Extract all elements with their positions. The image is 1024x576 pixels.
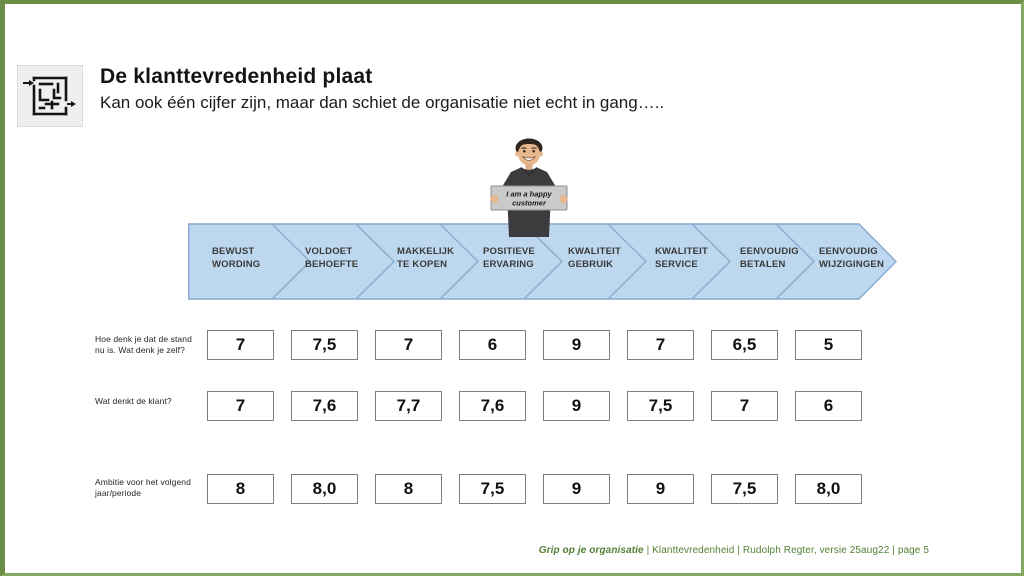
- score-box: 7,5: [627, 391, 694, 421]
- score-box: 6: [459, 330, 526, 360]
- score-box: 6,5: [711, 330, 778, 360]
- score-box: 7,5: [291, 330, 358, 360]
- score-box: 7: [207, 391, 274, 421]
- sign-line1: I am a happy: [506, 189, 552, 199]
- row-label-klant: Wat denkt de klant?: [95, 396, 172, 406]
- customer-sign: [491, 186, 567, 210]
- stage-positieve-ervaring: POSITIEVE ERVARING: [483, 246, 535, 270]
- score-box: 8: [375, 474, 442, 504]
- maze-icon-box: [17, 65, 83, 127]
- stage-voldoet-behoefte: VOLDOET BEHOEFTE: [305, 246, 359, 270]
- score-box: 7: [207, 330, 274, 360]
- score-box: 7: [711, 391, 778, 421]
- footer-brand: Grip op je organisatie: [538, 545, 644, 556]
- score-box: 9: [543, 330, 610, 360]
- slide-footer: [539, 545, 929, 556]
- score-box: 7: [627, 330, 694, 360]
- stage-kwaliteit-service: KWALITEIT SERVICE: [655, 246, 708, 270]
- score-box: 8,0: [291, 474, 358, 504]
- row-label-huidige-stand: Hoe denk je dat de stand nu is. Wat denk je zelf?: [95, 334, 192, 355]
- stage-eenvoudig-betalen: EENVOUDIG BETALEN: [740, 246, 799, 270]
- score-box: 8: [207, 474, 274, 504]
- score-box: 7,7: [375, 391, 442, 421]
- score-box: 9: [627, 474, 694, 504]
- stage-makkelijk-te-kopen: MAKKELIJK TE KOPEN: [397, 246, 455, 270]
- score-box: 7,6: [291, 391, 358, 421]
- happy-customer-photo: [479, 135, 579, 237]
- score-box: 9: [543, 474, 610, 504]
- score-row-huidige-stand: [207, 330, 862, 360]
- sign-line2: customer: [512, 198, 546, 208]
- score-box: 7: [375, 330, 442, 360]
- maze-icon: [22, 72, 78, 120]
- score-row-klant: [207, 391, 862, 421]
- score-box: 7,5: [711, 474, 778, 504]
- stage-kwaliteit-gebruik: KWALITEIT GEBRUIK: [568, 246, 621, 270]
- page-subtitle: Kan ook één cijfer zijn, maar dan schiet de organisatie niet echt in gang…..: [100, 93, 665, 112]
- header: [100, 64, 860, 114]
- page-title: De klanttevredenheid plaat: [100, 65, 373, 88]
- row-label-ambitie: Ambitie voor het volgend jaar/periode: [95, 477, 191, 498]
- footer-meta: | Klanttevredenheid | Rudolph Regter, versie 25aug22 | page 5: [643, 545, 929, 556]
- score-box: 7,5: [459, 474, 526, 504]
- stage-bewustwording: BEWUST WORDING: [212, 246, 261, 270]
- score-row-ambitie: [207, 474, 862, 504]
- score-box: 5: [795, 330, 862, 360]
- score-box: 7,6: [459, 391, 526, 421]
- score-box: 6: [795, 391, 862, 421]
- stage-eenvoudig-wijzigingen: EENVOUDIG WIJZIGINGEN: [819, 246, 885, 270]
- score-box: 9: [543, 391, 610, 421]
- score-box: 8,0: [795, 474, 862, 504]
